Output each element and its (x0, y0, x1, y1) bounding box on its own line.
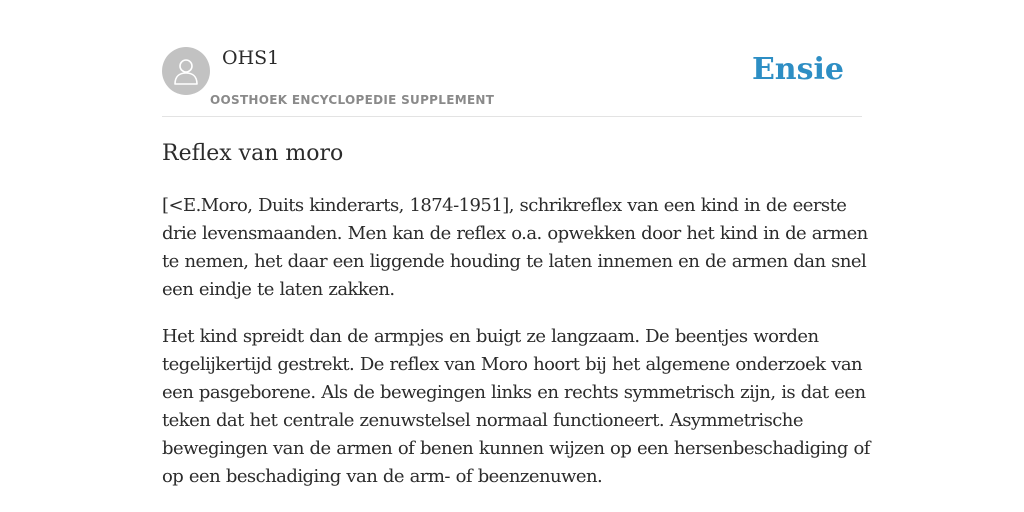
article-paragraph: Het kind spreidt dan de armpjes en buigt ze langzaam. De beentjes worden tegelijkertijd gestrekt. De reflex van Moro hoort bij het algemene onderzoek van een pasgeborene. Als de bewegingen links en rechts symmetrisch zijn, is dat een teken dat het centrale zenuwstelsel normaal functioneert. Asymmetrische bewegingen van de armen of benen kunnen wijzen op een hersenbeschadiging of op een beschadiging van de arm- of beenzenuwen. (162, 326, 870, 487)
source-name[interactable]: OOSTHOEK ENCYCLOPEDIE SUPPLEMENT (210, 93, 495, 107)
user-icon (172, 56, 200, 86)
article-header (162, 46, 862, 117)
page-title: Reflex van moro (162, 141, 344, 166)
author-name[interactable]: OHS1 (222, 47, 280, 69)
ensie-logo[interactable]: Ensie (751, 52, 844, 87)
article-body (162, 192, 882, 510)
avatar[interactable] (162, 47, 210, 95)
article-paragraph: [<E.Moro, Duits kinderarts, 1874-1951], schrikreflex van een kind in de eerste drie levensmaanden. Men kan de reflex o.a. opwekken door het kind in de armen te nemen, het daar een liggende houding te laten innemen en de armen dan snel een eindje te laten zakken. (162, 195, 868, 300)
